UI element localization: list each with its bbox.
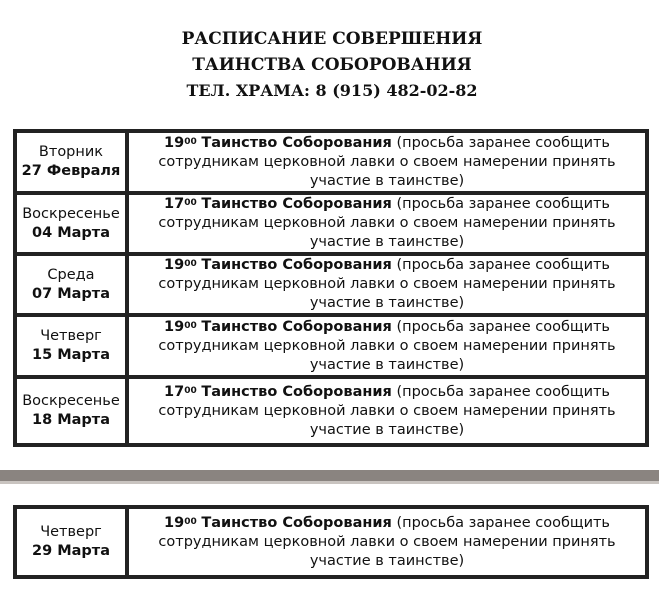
- event-cell: [127, 377, 647, 445]
- schedule-row: [15, 315, 647, 377]
- header-title-line1: РАСПИСАНИЕ СОВЕРШЕНИЯ: [181, 29, 483, 49]
- schedule-row: [15, 131, 647, 193]
- time-minutes: 00: [184, 320, 197, 331]
- event-note: (просьба заранее сообщить сотрудникам церковной лавки о своем намерении принять участие в таинстве): [158, 196, 616, 250]
- weekday: Воскресенье: [22, 393, 120, 409]
- schedule-header: [0, 26, 659, 104]
- date: 07 Марта: [31, 285, 110, 302]
- event-cell: [127, 507, 647, 577]
- day-cell: [15, 377, 127, 445]
- header-title-line2: ТАИНСТВА СОБОРОВАНИЯ: [192, 55, 472, 75]
- event-time: [164, 135, 197, 151]
- event-time: [164, 319, 197, 335]
- date: 29 Марта: [31, 543, 110, 559]
- day-cell: [15, 507, 127, 577]
- time-hour: 19: [164, 257, 185, 273]
- event-note: (просьба заранее сообщить сотрудникам церковной лавки о своем намерении принять участие в таинстве): [158, 257, 616, 311]
- event-title: Таинство Соборования: [201, 383, 392, 400]
- event-note: (просьба заранее сообщить сотрудникам церковной лавки о своем намерении принять участие в таинстве): [158, 383, 616, 438]
- time-minutes: 00: [184, 516, 197, 527]
- event-cell: [127, 315, 647, 377]
- event-cell: [127, 254, 647, 315]
- day-cell: [15, 193, 127, 254]
- schedule-table-extra: [13, 505, 649, 579]
- schedule-row: [15, 377, 647, 445]
- schedule-row: [15, 507, 647, 577]
- weekday: Среда: [47, 266, 95, 283]
- date: 18 Марта: [31, 412, 110, 428]
- event-note: (просьба заранее сообщить сотрудникам церковной лавки о своем намерении принять участие в таинстве): [158, 514, 616, 569]
- event-note: (просьба заранее сообщить сотрудникам церковной лавки о своем намерении принять участие в таинстве): [158, 318, 616, 373]
- time-minutes: 00: [184, 136, 197, 147]
- event-cell: [127, 193, 647, 254]
- schedule-row: [15, 254, 647, 315]
- date: 15 Марта: [31, 347, 110, 363]
- schedule-table: [13, 129, 649, 447]
- time-hour: 17: [164, 196, 185, 212]
- event-time: [164, 515, 197, 531]
- weekday: Воскресенье: [22, 205, 120, 222]
- date: 04 Марта: [31, 224, 110, 241]
- schedule-row: [15, 193, 647, 254]
- time-hour: 19: [164, 134, 185, 151]
- time-hour: 19: [164, 318, 185, 335]
- event-time: [164, 384, 197, 400]
- time-minutes: 00: [184, 198, 197, 208]
- time-hour: 17: [164, 383, 185, 400]
- header-phone: ТЕЛ. ХРАМА: 8 (915) 482-02-82: [186, 81, 478, 100]
- weekday: Четверг: [40, 328, 102, 344]
- weekday: Четверг: [40, 524, 102, 540]
- event-title: Таинство Соборования: [201, 514, 392, 531]
- day-cell: [15, 254, 127, 315]
- weekday: Вторник: [38, 144, 104, 160]
- time-minutes: 00: [184, 385, 197, 396]
- event-title: Таинство Соборования: [201, 134, 392, 151]
- event-title: Таинство Соборования: [201, 318, 392, 335]
- event-title: Таинство Соборования: [201, 196, 392, 212]
- day-cell: [15, 315, 127, 377]
- time-minutes: 00: [184, 259, 197, 269]
- section-divider: [0, 470, 659, 484]
- event-time: [164, 196, 197, 212]
- date: 27 Февраля: [21, 163, 121, 179]
- event-title: Таинство Соборования: [201, 257, 392, 273]
- event-cell: [127, 131, 647, 193]
- event-note: (просьба заранее сообщить сотрудникам церковной лавки о своем намерении принять участие в таинстве): [158, 134, 616, 189]
- time-hour: 19: [164, 514, 185, 531]
- event-time: [164, 257, 197, 273]
- day-cell: [15, 131, 127, 193]
